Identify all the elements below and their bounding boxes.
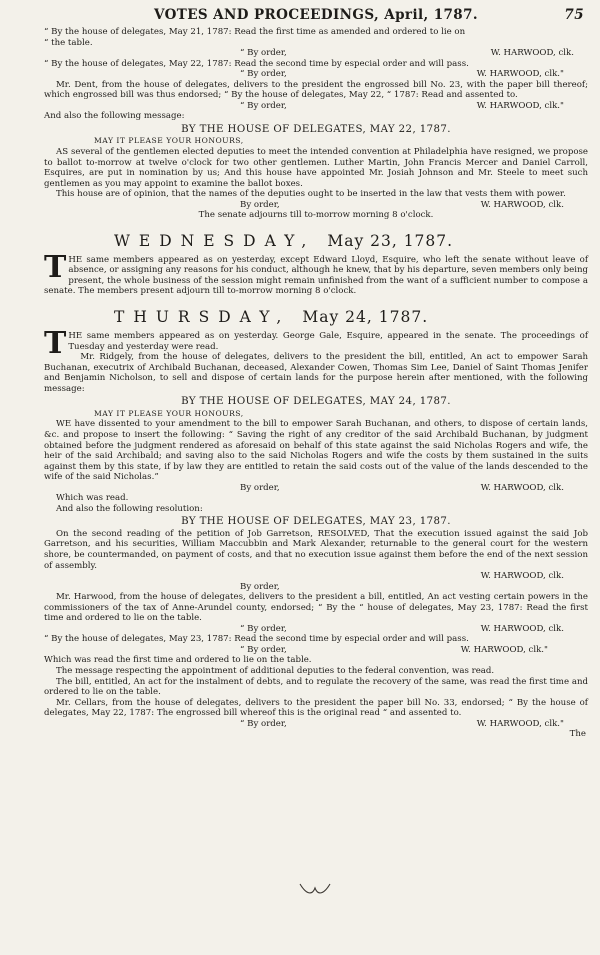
message-body: This house are of opinion, that the names of the deputies ought to be inserted in the law that vests them with power. — [56, 189, 566, 200]
house-heading: BY THE HOUSE OF DELEGATES, MAY 23, 1787. — [181, 516, 451, 528]
by-order: “ By order, W. HARWOOD, clk. — [44, 624, 588, 635]
by-order: By order, W. HARWOOD, clk. — [44, 483, 588, 494]
by-order: “ By order, W. HARWOOD, clk." — [44, 645, 588, 656]
by-order: “ By order, W. HARWOOD, clk." — [44, 101, 588, 112]
paragraph-harwood-bill: Mr. Harwood, from the house of delegates, delivers to the president a bill, entitled, An act vesting certain powers in the commissioners of the tax of Anne-Arundel county, endorsed; “ By the “ house of delegates, May 23, 1787: Read the first time and ordered to lie on the table. — [44, 592, 588, 624]
resolution-body: On the second reading of the petition of Job Garretson, RESOLVED, That the execution issued against the said Job Garretson, and his securities, William Maccubbin and Mark Alexander, returnable to the general court for the western shore, be countermanded, on payment of costs, and that no execution issue against them before the end of the next session of assembly. — [44, 528, 588, 571]
closing-line: Which was read the first time and ordered to lie on the table. — [44, 655, 312, 666]
drop-cap: T — [44, 326, 67, 362]
paragraph-thursday: THE same members appeared as on yesterday. George Gale, Esquire, appeared in the senate. The proceedings of Tuesday and yesterday were read. — [44, 326, 588, 362]
which-was-read: Which was read. — [56, 493, 129, 504]
by-order: By order, — [240, 581, 280, 592]
clerk-signature: W. HARWOOD, clk." — [460, 644, 548, 655]
drop-cap: T — [44, 249, 67, 285]
endorsement-line: “ the table. — [44, 37, 93, 48]
endorsement-line: “ By the house of delegates, May 23, 1787: Read the second time by especial order and will pass. — [44, 634, 469, 645]
endorsement-line: “ By the house of delegates, May 22, 1787: Read the second time by especial order and will pass. — [44, 58, 469, 69]
paragraph-ridgely: Mr. Ridgely, from the house of delegates, delivers to the president the bill, entitled, An act to empower Sarah Buchanan, executrix of Archibald Buchanan, deceased, Alexander Cowen, Thomas Sim Lee, Daniel of Saint Thomas Jenifer and Benjamin Nicholson, to sell and dispose of certain lands for the purpose herein after mentioned, with the following message: — [44, 352, 588, 394]
message-body: WE have dissented to your amendment to the bill to empower Sarah Buchanan, and others, to dispose of certain lands, &c. and propose to insert the following: “ Saving the right of any creditor of the said Archibald Buchanan, by judgment obtained before the judgment rendered as aforesaid on behalf of this state against the said Nicholas Rogers and wife, the heir of the said Archibald; and saving also to the said Nicholas Rogers and wife the costs by them sustained in the suits against them by this state, if by law they are entitled to retain the said costs out of the value of the lands descended to the wife of the said Nicholas.” — [44, 419, 588, 483]
clerk-signature: W. HARWOOD, clk. — [490, 48, 574, 59]
clerk-signature: W. HARWOOD, clk. — [480, 199, 564, 210]
paragraph-dent-bill: Mr. Dent, from the house of delegates, delivers to the president the engrossed bill No. 23, with the paper bill thereof; which engrossed bill was thus endorsed; “ By the house of delegates, May 22, “ 1787: Read and assented to. — [44, 79, 588, 101]
clerk-signature: W. HARWOOD, clk." — [476, 100, 564, 111]
clerk-signature: W. HARWOOD, clk. — [480, 482, 564, 493]
by-order: By order, W. HARWOOD, clk. — [44, 200, 588, 211]
day-date: May 23, 1787. — [327, 231, 454, 250]
message-body: AS several of the gentlemen elected deputies to meet the intended convention at Philadelphia have resigned, we propose to ballot to-morrow at twelve o'clock for two other gentlemen. Luther Martin, John Francis Mercer and Daniel Carroll, Esquires, are put in nomination by us; And this house have appointed Mr. Josiah Johnson and Mr. Steele to meet such gentlemen as you may appoint to examine the ballot boxes. — [44, 147, 588, 189]
closing-line: The message respecting the appointment of additional deputies to the federal convention, was read. — [56, 665, 495, 676]
salutation: MAY IT PLEASE YOUR HONOURS, — [94, 136, 244, 146]
by-order: “ By order, W. HARWOOD, clk. — [44, 48, 588, 59]
day-date: May 24, 1787. — [302, 308, 429, 327]
paragraph-cellars: Mr. Cellars, from the house of delegates, delivers to the president the paper bill No. 33, endorsed; “ By the house of delegates, May 22, 1787: The engrossed bill whereof this is the original read “ and assented to. — [44, 697, 588, 719]
clerk-signature: W. HARWOOD, clk. — [480, 571, 564, 582]
catchword: The — [569, 729, 586, 740]
house-heading: BY THE HOUSE OF DELEGATES, MAY 22, 1787. — [181, 123, 451, 135]
by-order: “ By order, W. HARWOOD, clk." — [44, 719, 588, 730]
adjournment-note: The senate adjourns till to-morrow morning 8 o'clock. — [198, 210, 434, 221]
day-heading-wednesday: WEDNESDAY, May 23, 1787. — [114, 231, 454, 250]
day-heading-thursday: THURSDAY, May 24, 1787. — [114, 308, 429, 327]
flourish-ornament — [298, 880, 332, 900]
paragraph-wednesday: THE same members appeared as on yesterday, except Edward Lloyd, Esquire, who left the senate without leave of absence, or assigning any reasons for his conduct, although he knew, that by his departure, seven members only being present, the whole business of the session might remain unfinished from the want of a sufficient number to compose a senate. The members present adjourn till to-morrow morning 8 o'clock. — [44, 249, 588, 297]
by-order: “ By order, W. HARWOOD, clk." — [44, 69, 588, 80]
page-title: VOTES AND PROCEEDINGS, April, 1787. — [154, 7, 478, 23]
message-intro: And also the following message: — [44, 111, 185, 122]
resolution-intro: And also the following resolution: — [56, 503, 203, 514]
house-heading: BY THE HOUSE OF DELEGATES, MAY 24, 1787. — [181, 396, 451, 408]
page-number: 75 — [564, 7, 584, 23]
clerk-signature: W. HARWOOD, clk. — [480, 623, 564, 634]
endorsement-line: “ By the house of delegates, May 21, 1787: Read the first time as amended and ordered to lie on — [44, 27, 466, 37]
page-header — [44, 6, 588, 24]
salutation: MAY IT PLEASE YOUR HONOURS, — [94, 408, 244, 418]
closing-line: The bill, entitled, An act for the instalment of debts, and to regulate the recovery of the same, was read the first time and ordered to lie on the table. — [44, 676, 588, 698]
clerk-signature: W. HARWOOD, clk." — [476, 69, 564, 80]
clerk-signature: W. HARWOOD, clk." — [476, 718, 564, 729]
